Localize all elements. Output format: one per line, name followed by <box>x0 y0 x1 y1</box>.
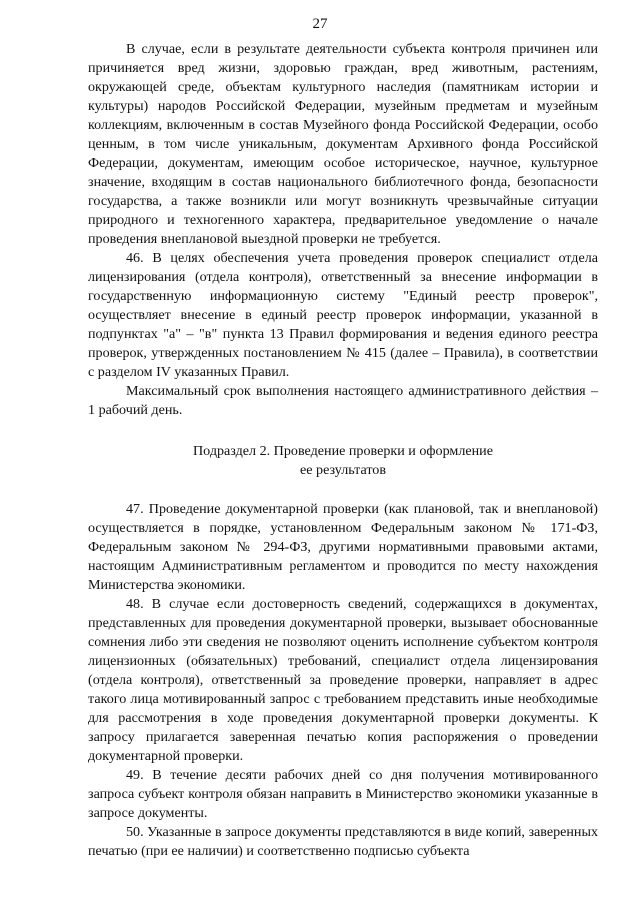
section-heading <box>88 442 598 480</box>
section-heading-line-2: ее результатов <box>299 462 387 478</box>
paragraph-emergency-exception: В случае, если в результате деятельности субъекта контроля причинен или причиняется вред жизни, здоровью граждан, вред животным, растениям, окружающей среде, объектам культурного наследия (памятникам истории и культуры) народов Российской Федерации, музейным предметам и музейным коллекциям, включенным в состав Музейного фонда Российской Федерации, особо ценным, в том числе уникальным, документам Архивного фонда Российской Федерации, документам, имеющим особое историческое, научное, культурное значение, входящим в состав национального библиотечного фонда, безопасности государства, а также возникли или могут возникнуть чрезвычайные ситуации природного и техногенного характера, предварительное уведомление о начале проведения внеплановой выездной проверки не требуется. <box>88 41 598 247</box>
paragraph-50: 50. Указанные в запросе документы представляются в виде копий, заверенных печатью (при ее наличии) и соответственно подписью субъекта <box>88 824 598 859</box>
paragraph-47: 47. Проведение документарной проверки (как плановой, так и внеплановой) осуществляется в порядке, установленном Федеральным законом № 171-ФЗ, Федеральным законом № 294-ФЗ, другими нормативными правовыми актами, настоящим Административным регламентом и проводится по месту нахождения Министерства экономики. <box>88 501 598 593</box>
paragraph-max-duration: Максимальный срок выполнения настоящего административного действия – 1 рабочий день. <box>88 383 598 418</box>
paragraph-49: 49. В течение десяти рабочих дней со дня получения мотивированного запроса субъект контроля обязан направить в Министерство экономики указанные в запросе документы. <box>88 767 598 821</box>
paragraph-46: 46. В целях обеспечения учета проведения проверок специалист отдела лицензирования (отдела контроля), ответственный за внесение информации в государственную информационную систему "Единый реестр проверок", осуществляет внесение в единый реестр проверок информации, указанной в подпунктах "а" – "в" пункта 13 Правил формирования и ведения единого реестра проверок, утвержденных постановлением № 415 (далее – Правила), в соответствии с разделом IV указанных Правил. <box>88 250 598 380</box>
paragraph-48: 48. В случае если достоверность сведений, содержащихся в документах, представленных для проведения документарной проверки, вызывает обоснованные сомнения либо эти сведения не позволяют оценить исполнение субъектом контроля лицензионных (обязательных) требований, специалист отдела лицензирования (отдела контроля), ответственный за проведение проверки, направляет в адрес такого лица мотивированный запрос с требованием представить иные необходимые для рассмотрения в ходе проведения документарной проверки документы. К запросу прилагается заверенная печатью копия распоряжения о проведении документарной проверки. <box>88 596 598 764</box>
document-body <box>88 40 598 861</box>
section-heading-line-1: Подраздел 2. Проведение проверки и оформление <box>193 443 493 459</box>
page-number: 27 <box>312 16 328 32</box>
